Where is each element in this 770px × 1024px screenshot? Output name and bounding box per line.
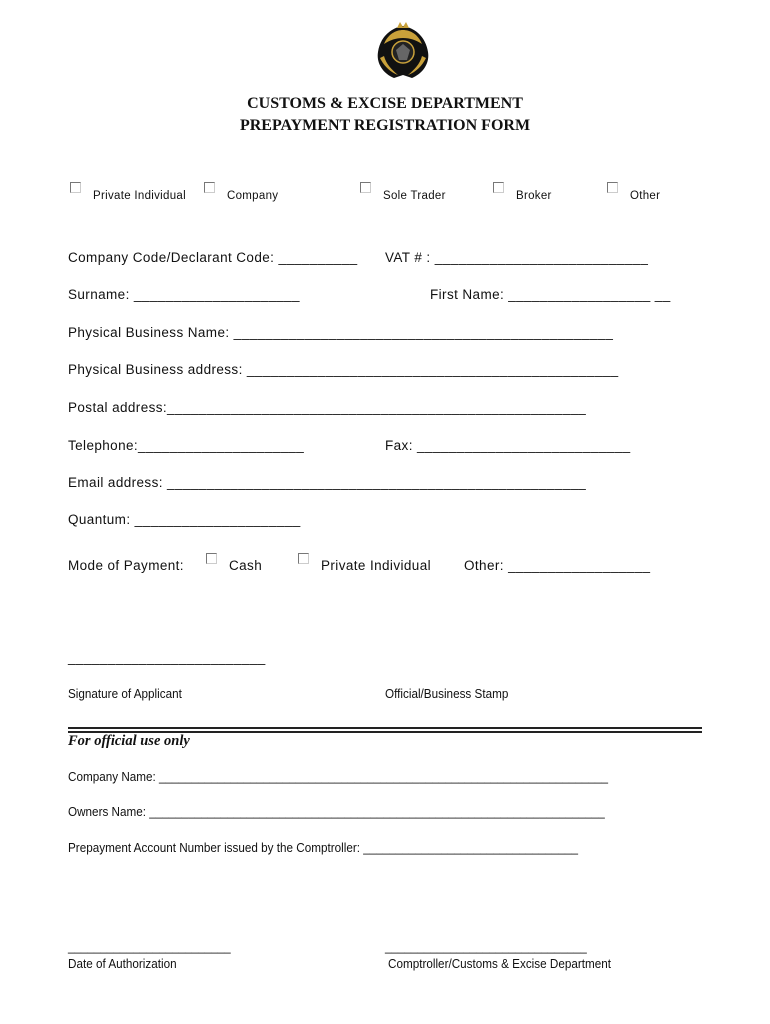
official-company-name-field[interactable]: Company Name: _____________________________________________________________________ xyxy=(68,769,609,784)
comptroller-label: Comptroller/Customs & Excise Department xyxy=(388,956,612,971)
customs-crest-logo xyxy=(372,20,434,82)
business-address-field[interactable]: Physical Business address: _______________________________________________ xyxy=(68,362,619,377)
checkbox-sole-trader[interactable] xyxy=(360,182,371,193)
official-use-heading: For official use only xyxy=(68,733,190,749)
comptroller-signature-line[interactable]: _______________________________ xyxy=(385,939,587,954)
payment-option-label: Private Individual xyxy=(321,558,432,573)
applicant-type-label: Private Individual xyxy=(93,190,186,202)
first-name-field[interactable]: First Name: __________________ __ xyxy=(430,287,671,302)
email-field[interactable]: Email address: _____________________________________________________ xyxy=(68,475,587,490)
official-owners-name-field[interactable]: Owners Name: ______________________________________________________________________ xyxy=(68,804,605,819)
account-number-field[interactable]: Prepayment Account Number issued by the Comptroller: _________________________________ xyxy=(68,840,578,855)
company-code-field[interactable]: Company Code/Declarant Code: __________ xyxy=(68,250,358,265)
signature-line[interactable]: _________________________ xyxy=(68,650,266,665)
stamp-label: Official/Business Stamp xyxy=(385,686,509,701)
checkbox-private-individual-payment[interactable] xyxy=(298,553,309,564)
postal-address-field[interactable]: Postal address:_____________________________________________________ xyxy=(68,400,587,415)
department-title: CUSTOMS & EXCISE DEPARTMENT xyxy=(247,95,523,112)
checkbox-other[interactable] xyxy=(607,182,618,193)
form-title: PREPAYMENT REGISTRATION FORM xyxy=(239,117,531,134)
applicant-type-label: Sole Trader xyxy=(383,190,446,202)
vat-field[interactable]: VAT # : ___________________________ xyxy=(385,250,649,265)
checkbox-private-individual[interactable] xyxy=(70,182,81,193)
payment-option-label: Cash xyxy=(229,558,263,573)
business-name-field[interactable]: Physical Business Name: ________________________________________________ xyxy=(68,325,614,340)
checkbox-cash[interactable] xyxy=(206,553,217,564)
applicant-type-label: Other xyxy=(630,190,661,202)
applicant-type-label: Broker xyxy=(516,190,552,202)
payment-other-field[interactable]: Other: __________________ xyxy=(464,558,651,573)
date-line[interactable]: _________________________ xyxy=(68,939,231,954)
checkbox-company[interactable] xyxy=(204,182,215,193)
quantum-field[interactable]: Quantum: _____________________ xyxy=(68,512,301,527)
applicant-type-label: Company xyxy=(227,190,279,202)
surname-field[interactable]: Surname: _____________________ xyxy=(68,287,300,302)
telephone-field[interactable]: Telephone:_____________________ xyxy=(68,438,305,453)
checkbox-broker[interactable] xyxy=(493,182,504,193)
fax-field[interactable]: Fax: ___________________________ xyxy=(385,438,631,453)
section-divider xyxy=(68,727,702,729)
payment-mode-label: Mode of Payment: xyxy=(68,558,184,573)
date-authorization-label: Date of Authorization xyxy=(68,956,177,971)
signature-applicant-label: Signature of Applicant xyxy=(68,686,182,701)
